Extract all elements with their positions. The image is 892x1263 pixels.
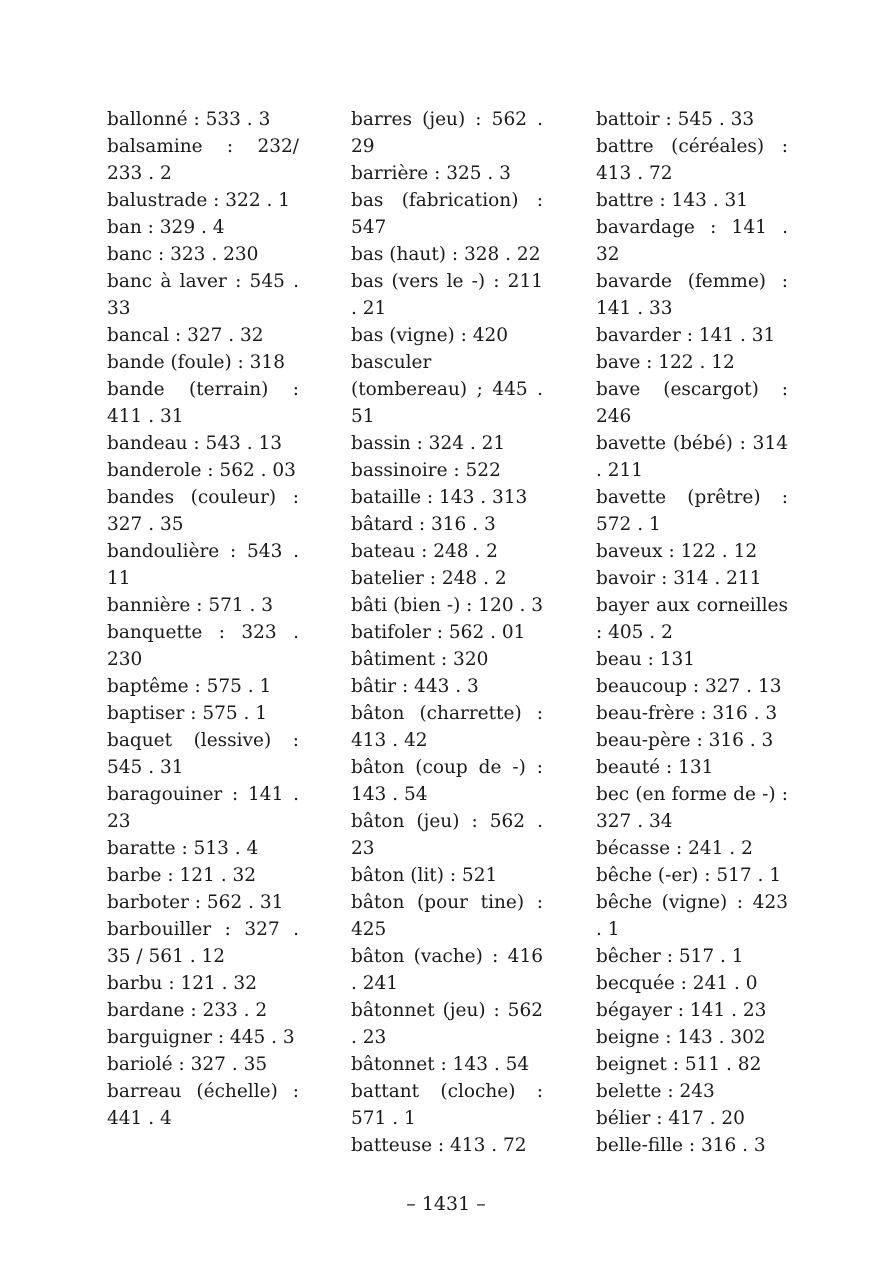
index-entry: bâton (vache) : 416 . 241 — [351, 946, 543, 994]
index-entry: beau : 131 — [596, 649, 696, 670]
index-entry: bas (haut) : 328 . 22 — [351, 244, 541, 265]
index-entry: balustrade : 322 . 1 — [107, 190, 291, 211]
index-entry: baveux : 122 . 12 — [596, 541, 758, 562]
index-entry: banc à laver : 545 . 33 — [107, 271, 299, 319]
index-entry: bélier : 417 . 20 — [596, 1108, 745, 1129]
index-entry: bâton (charrette) : 413 . 42 — [351, 703, 543, 751]
index-entry: bancal : 327 . 32 — [107, 325, 264, 346]
index-entry: bande (foule) : 318 — [107, 352, 285, 373]
index-entry: battoir : 545 . 33 — [596, 109, 755, 130]
index-entry: bassinoire : 522 — [351, 460, 501, 481]
index-entry: barbu : 121 . 32 — [107, 973, 257, 994]
index-entry: bâton (pour tine) : 425 — [351, 892, 543, 940]
index-entry: ballonné : 533 . 3 — [107, 109, 271, 130]
index-entry: bavette (bébé) : 314 . 211 — [596, 433, 788, 481]
index-entry: bavarde (femme) : 141 . 33 — [596, 271, 788, 319]
index-entry: baragouiner : 141 . 23 — [107, 784, 299, 832]
index-entry: beignet : 511 . 82 — [596, 1054, 762, 1075]
index-entry: baptême : 575 . 1 — [107, 676, 272, 697]
index-entry: bavarder : 141 . 31 — [596, 325, 776, 346]
index-entry: batifoler : 562 . 01 — [351, 622, 526, 643]
index-entry: barbouiller : 327 . 35 / 561 . 12 — [107, 919, 299, 967]
index-entry: bas (fabrication) : 547 — [351, 190, 543, 238]
index-entry: baratte : 513 . 4 — [107, 838, 259, 859]
index-entry: bas (vers le -) : 211 . 21 — [351, 271, 543, 319]
index-entry: bâton (coup de -) : 143 . 54 — [351, 757, 543, 805]
index-entry: becquée : 241 . 0 — [596, 973, 758, 994]
index-entry: bec (en forme de -) : 327 . 34 — [596, 784, 788, 832]
index-entry: batelier : 248 . 2 — [351, 568, 507, 589]
index-entry: bavardage : 141 . 32 — [596, 217, 788, 265]
index-entry: battre : 143 . 31 — [596, 190, 749, 211]
index-entry: beaucoup : 327 . 13 — [596, 676, 782, 697]
index-entry: bassin : 324 . 21 — [351, 433, 506, 454]
index-entry: bêche (-er) : 517 . 1 — [596, 865, 782, 886]
index-entry: bayer aux corneilles : 405 . 2 — [596, 595, 788, 643]
index-entry: beigne : 143 . 302 — [596, 1027, 766, 1048]
index-entry: battre (céréales) : 413 . 72 — [596, 136, 788, 184]
index-entry: bâtard : 316 . 3 — [351, 514, 496, 535]
index-entry: bâtiment : 320 — [351, 649, 489, 670]
index-entry: bave : 122 . 12 — [596, 352, 735, 373]
index-entry: barreau (échelle) : 441 . 4 — [107, 1081, 299, 1129]
index-entry: bateau : 248 . 2 — [351, 541, 498, 562]
index-entry: beau-frère : 316 . 3 — [596, 703, 778, 724]
index-entry: belette : 243 — [596, 1081, 715, 1102]
index-entry: batteuse : 413 . 72 — [351, 1135, 527, 1156]
index-entry: bécasse : 241 . 2 — [596, 838, 753, 859]
index-entry: belle-fille : 316 . 3 — [596, 1135, 766, 1156]
index-entry: balsamine : 232/ 233 . 2 — [107, 136, 299, 184]
index-entry: beau-père : 316 . 3 — [596, 730, 774, 751]
index-entry: bariolé : 327 . 35 — [107, 1054, 268, 1075]
index-entry: bavoir : 314 . 211 — [596, 568, 762, 589]
index-column-1 — [107, 106, 299, 1132]
index-entry: bâtir : 443 . 3 — [351, 676, 479, 697]
index-entry: banderole : 562 . 03 — [107, 460, 296, 481]
index-entry: bâton (jeu) : 562 . 23 — [351, 811, 543, 859]
index-entry: barguigner : 445 . 3 — [107, 1027, 295, 1048]
index-entry: bégayer : 141 . 23 — [596, 1000, 767, 1021]
index-entry: bande (terrain) : 411 . 31 — [107, 379, 299, 427]
index-entry: bêche (vigne) : 423 . 1 — [596, 892, 788, 940]
index-entry: ban : 329 . 4 — [107, 217, 225, 238]
index-entry: bâtonnet : 143 . 54 — [351, 1054, 530, 1075]
index-entry: bave (escargot) : 246 — [596, 379, 788, 427]
index-entry: bardane : 233 . 2 — [107, 1000, 268, 1021]
index-entry: bâton (lit) : 521 — [351, 865, 498, 886]
index-entry: bannière : 571 . 3 — [107, 595, 274, 616]
index-entry: barres (jeu) : 562 . 29 — [351, 109, 543, 157]
index-entry: bâtonnet (jeu) : 562 . 23 — [351, 1000, 543, 1048]
index-entry: beauté : 131 — [596, 757, 714, 778]
index-entry: bandoulière : 543 . 11 — [107, 541, 299, 589]
index-entry: bataille : 143 . 313 — [351, 487, 528, 508]
index-entry: bandes (couleur) : 327 . 35 — [107, 487, 299, 535]
index-entry: barrière : 325 . 3 — [351, 163, 511, 184]
index-column-2 — [351, 106, 543, 1159]
index-entry: baquet (lessive) : 545 . 31 — [107, 730, 299, 778]
index-column-3 — [596, 106, 788, 1159]
index-entry: bâti (bien -) : 120 . 3 — [351, 595, 544, 616]
index-entry: baptiser : 575 . 1 — [107, 703, 268, 724]
index-entry: banc : 323 . 230 — [107, 244, 259, 265]
index-entry: battant (cloche) : 571 . 1 — [351, 1081, 543, 1129]
index-entry: barboter : 562 . 31 — [107, 892, 284, 913]
index-entry: bêcher : 517 . 1 — [596, 946, 744, 967]
index-entry: banquette : 323 . 230 — [107, 622, 299, 670]
index-entry: basculer (tombereau) ; 445 . 51 — [351, 352, 543, 427]
page-number: – 1431 – — [406, 1193, 486, 1215]
index-entry: bandeau : 543 . 13 — [107, 433, 283, 454]
index-entry: bas (vigne) : 420 — [351, 325, 509, 346]
index-entry: bavette (prêtre) : 572 . 1 — [596, 487, 788, 535]
index-entry: barbe : 121 . 32 — [107, 865, 256, 886]
